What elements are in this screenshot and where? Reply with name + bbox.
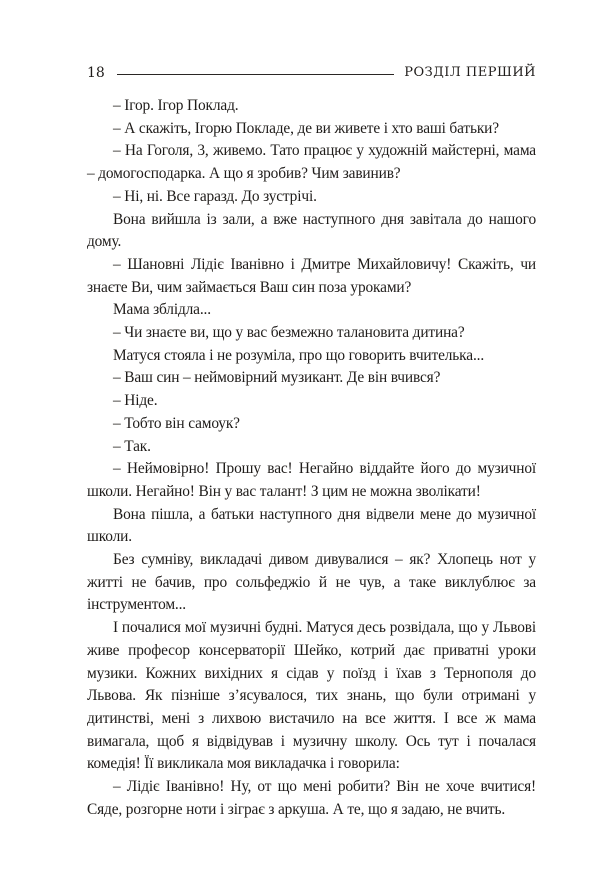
page-number: 18 (87, 65, 105, 81)
paragraph: – На Гоголя, 3, живемо. Тато працює у художній майстерні, мама – домогосподарка. А що я зробив? Чим завинив? (87, 142, 536, 183)
paragraph: – Ні, ні. Все гаразд. До зустрічі. (113, 187, 317, 205)
paragraph: І почалися мої музичні будні. Матуся десь розвідала, що у Львові живе професор консерваторії Шейко, котрий дає приватні уроки музики. Кожних вихідних я сідав у поїзд і їхав з Тернополя до Львова. Як пізніше з’ясувалося, тих знань, що були отримані у дитинстві, мені з лихвою вистачило на все життя. І все ж мама вимагала, щоб я відвідував і музичну школу. Ось тут і почалася комедія! Її викликала моя викладачка і говорила: (87, 619, 536, 773)
body-text (87, 95, 536, 822)
header-rule (117, 74, 394, 75)
paragraph: Матуся стояла і не розуміла, про що говорить вчителька... (113, 346, 485, 364)
paragraph: – Неймовірно! Прошу вас! Негайно віддайте його до музичної школи. Негайно! Він у вас талант! З цим не можна зволікати! (87, 460, 536, 500)
paragraph: Мама зблідла... (113, 301, 211, 319)
paragraph: – Лідіє Іванівно! Ну, от що мені робити? Він не хоче вчитися! Сяде, розгорне ноти і зіграє з аркуша. А те, що я задаю, не вчить. (87, 778, 536, 818)
paragraph: – Ваш син – неймовірний музикант. Де він вчився? (113, 369, 441, 387)
paragraph: Вона вийшла із зали, а вже наступного дня завітала до нашого дому. (87, 210, 536, 251)
paragraph: – Ігор. Ігор Поклад. (113, 97, 239, 114)
paragraph: – Так. (113, 437, 151, 455)
paragraph: – Тобто він самоук? (113, 414, 240, 432)
chapter-title: РОЗДІЛ ПЕРШИЙ (404, 65, 536, 80)
paragraph: – Ніде. (113, 392, 158, 410)
paragraph: – Чи знаєте ви, що у вас безмежно талановита дитина? (113, 324, 465, 342)
paragraph: Вона пішла, а батьки наступного дня відвели мене до музичної школи. (87, 505, 536, 546)
paragraph: Без сумніву, викладачі дивом дивувалися – як? Хлопець нот у житті не бачив, про сольфеджіо й не чув, а таке виклублює за інструментом... (87, 551, 536, 614)
running-head (87, 64, 536, 82)
paragraph: – А скажіть, Ігорю Покладе, де ви живете і хто ваші батьки? (113, 119, 499, 137)
paragraph: – Шановні Лідіє Іванівно і Дмитре Михайловичу! Скажіть, чи знаєте Ви, чим займається Ваш син поза уроками? (87, 255, 536, 296)
